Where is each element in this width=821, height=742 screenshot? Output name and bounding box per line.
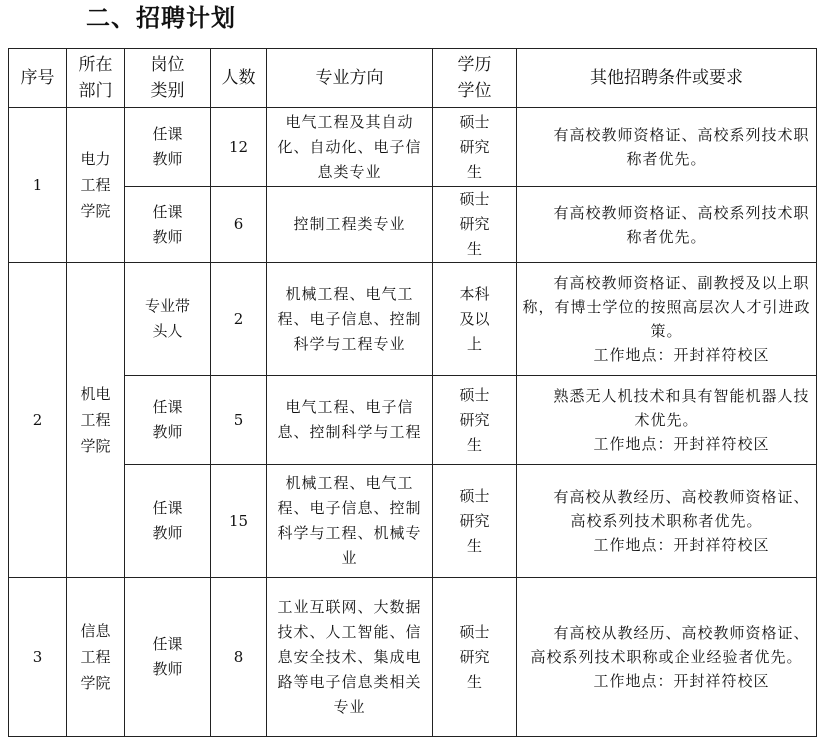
count-cell: 8 [211, 578, 267, 737]
table-row [9, 108, 817, 187]
header-position-type: 岗位类别 [125, 49, 211, 108]
requirement-text: 有高校从教经历、高校教师资格证、高校系列技术职称者优先。 [553, 488, 810, 530]
requirement-cell [517, 578, 817, 737]
count-cell: 2 [211, 263, 267, 376]
work-location: 工作地点：开封祥符校区 [593, 536, 770, 554]
count-cell: 5 [211, 376, 267, 465]
table-row [9, 376, 817, 465]
position-cell: 任课教师 [125, 108, 211, 187]
count-cell: 12 [211, 108, 267, 187]
education-cell: 硕士研究生 [433, 376, 517, 465]
education-cell: 硕士研究生 [433, 187, 517, 263]
work-location: 工作地点：开封祥符校区 [593, 672, 770, 690]
section-title: 二、招聘计划 [86, 4, 236, 32]
seq-cell: 1 [9, 108, 67, 263]
position-cell: 任课教师 [125, 376, 211, 465]
work-location: 工作地点：开封祥符校区 [593, 346, 770, 364]
major-cell: 控制工程类专业 [267, 187, 433, 263]
requirement-text: 有高校教师资格证、高校系列技术职称者优先。 [553, 203, 810, 246]
position-cell: 任课教师 [125, 465, 211, 578]
seq-cell: 2 [9, 263, 67, 578]
position-cell: 专业带头人 [125, 263, 211, 376]
header-dept: 所在部门 [67, 49, 125, 108]
header-education: 学历学位 [433, 49, 517, 108]
requirement-cell [517, 465, 817, 578]
table-header-row [9, 49, 817, 108]
header-count: 人数 [211, 49, 267, 108]
requirement-text: 熟悉无人机技术和具有智能机器人技术优先。 [553, 387, 810, 429]
position-cell: 任课教师 [125, 578, 211, 737]
major-cell: 电气工程、电子信息、控制科学与工程 [267, 376, 433, 465]
requirement-text: 有高校从教经历、高校教师资格证、高校系列技术职称或企业经验者优先。 [530, 624, 810, 666]
education-cell: 硕士研究生 [433, 465, 517, 578]
count-cell: 15 [211, 465, 267, 578]
requirement-text: 有高校教师资格证、高校系列技术职称者优先。 [553, 126, 810, 168]
header-requirements: 其他招聘条件或要求 [517, 49, 817, 108]
education-cell: 硕士研究生 [433, 578, 517, 737]
requirement-text: 有高校教师资格证、副教授及以上职称，有博士学位的按照高层次人才引进政策。 [522, 274, 811, 340]
dept-cell: 信息工程学院 [67, 578, 125, 737]
work-location: 工作地点：开封祥符校区 [593, 435, 770, 453]
major-cell: 工业互联网、大数据技术、人工智能、信息安全技术、集成电路等电子信息类相关专业 [267, 578, 433, 737]
seq-cell: 3 [9, 578, 67, 737]
dept-cell: 电力工程学院 [67, 108, 125, 263]
education-cell: 本科及以上 [433, 263, 517, 376]
header-seq: 序号 [9, 49, 67, 108]
major-cell: 机械工程、电气工程、电子信息、控制科学与工程、机械专业 [267, 465, 433, 578]
requirement-cell [517, 108, 817, 187]
count-cell: 6 [211, 187, 267, 263]
recruitment-plan-table [8, 48, 817, 737]
table-row [9, 263, 817, 376]
major-cell: 电气工程及其自动化、自动化、电子信息类专业 [267, 108, 433, 187]
position-cell: 任课教师 [125, 187, 211, 263]
header-major: 专业方向 [267, 49, 433, 108]
requirement-cell [517, 187, 817, 263]
table-row [9, 465, 817, 578]
major-cell: 机械工程、电气工程、电子信息、控制科学与工程专业 [267, 263, 433, 376]
table-row [9, 578, 817, 737]
education-cell: 硕士研究生 [433, 108, 517, 187]
dept-cell: 机电工程学院 [67, 263, 125, 578]
requirement-cell [517, 263, 817, 376]
requirement-cell [517, 376, 817, 465]
table-row [9, 187, 817, 263]
